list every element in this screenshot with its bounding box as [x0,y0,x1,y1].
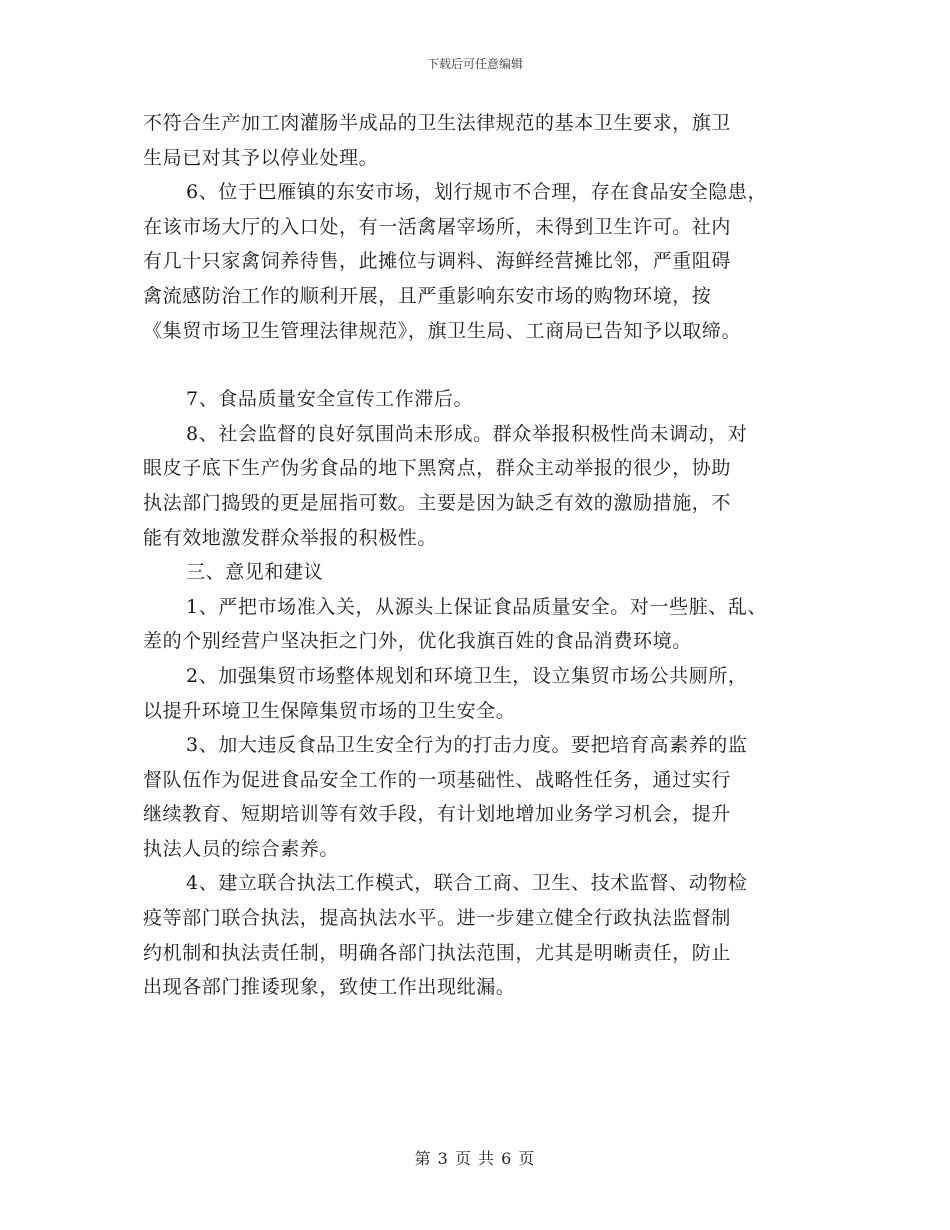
text-line: 督队伍作为促进食品安全工作的一项基础性、战略性任务，通过实行 [143,768,732,791]
document-body [143,106,833,1005]
text-line: 2、加强集贸市场整体规划和环境卫生，设立集贸市场公共厕所， [186,664,748,687]
header-note: 下载后可任意编辑 [426,57,523,71]
text-line: 3、加大违反食品卫生安全行为的打击力度。要把培育高素养的监 [186,734,748,757]
text-line: 继续教育、短期培训等有效手段，有计划地增加业务学习机会，提升 [143,803,732,826]
text-line: 疫等部门联合执法，提高执法水平。进一步建立健全行政执法监督制 [143,907,732,930]
text-line: 能有效地激发群众举报的积极性。 [143,526,438,549]
text-line: 《集贸市场卫生管理法律规范》，旗卫生局、工商局已告知予以取缔。 [143,319,742,342]
paragraph-gap [143,348,833,382]
text-line: 出现各部门推诿现象，致使工作出现纰漏。 [143,976,516,999]
text-line: 执法人员的综合素养。 [143,837,340,860]
text-line: 7、食品质量安全宣传工作滞后。 [186,388,474,411]
text-line: 约机制和执法责任制，明确各部门执法范围，尤其是明晰责任，防止 [143,941,732,964]
text-line: 禽流感防治工作的顺利开展，且严重影响东安市场的购物环境，按 [143,284,712,307]
text-line: 执法部门捣毁的更是屈指可数。主要是因为缺乏有效的激励措施，不 [143,491,732,514]
text-line: 8、社会监督的良好氛围尚未形成。群众举报积极性尚未调动，对 [186,422,748,445]
text-line: 不符合生产加工肉灌肠半成品的卫生法律规范的基本卫生要求，旗卫 [143,112,732,134]
page-number-footer: 第 3 页 共 6 页 [414,1149,536,1168]
section-heading: 三、意见和建议 [186,561,324,584]
text-line: 1、严把市场准入关，从源头上保证食品质量安全。对一些脏、乱、 [186,595,768,618]
text-line: 生局已对其予以停业处理。 [143,146,379,169]
text-line: 有几十只家禽饲养待售，此摊位与调料、海鲜经营摊比邻，严重阻碍 [143,250,732,273]
text-line: 6、位于巴雁镇的东安市场，划行规市不合理，存在食品安全隐患， [186,181,768,204]
text-line: 眼皮子底下生产伪劣食品的地下黑窝点，群众主动举报的很少，协助 [143,457,732,480]
text-line: 4、建立联合执法工作模式，联合工商、卫生、技术监督、动物检 [186,872,748,895]
text-line: 以提升环境卫生保障集贸市场的卫生安全。 [143,699,516,722]
text-line: 差的个别经营户坚决拒之门外，优化我旗百姓的食品消费环境。 [143,630,692,653]
text-line: 在该市场大厅的入口处，有一活禽屠宰场所，未得到卫生许可。社内 [143,215,732,238]
